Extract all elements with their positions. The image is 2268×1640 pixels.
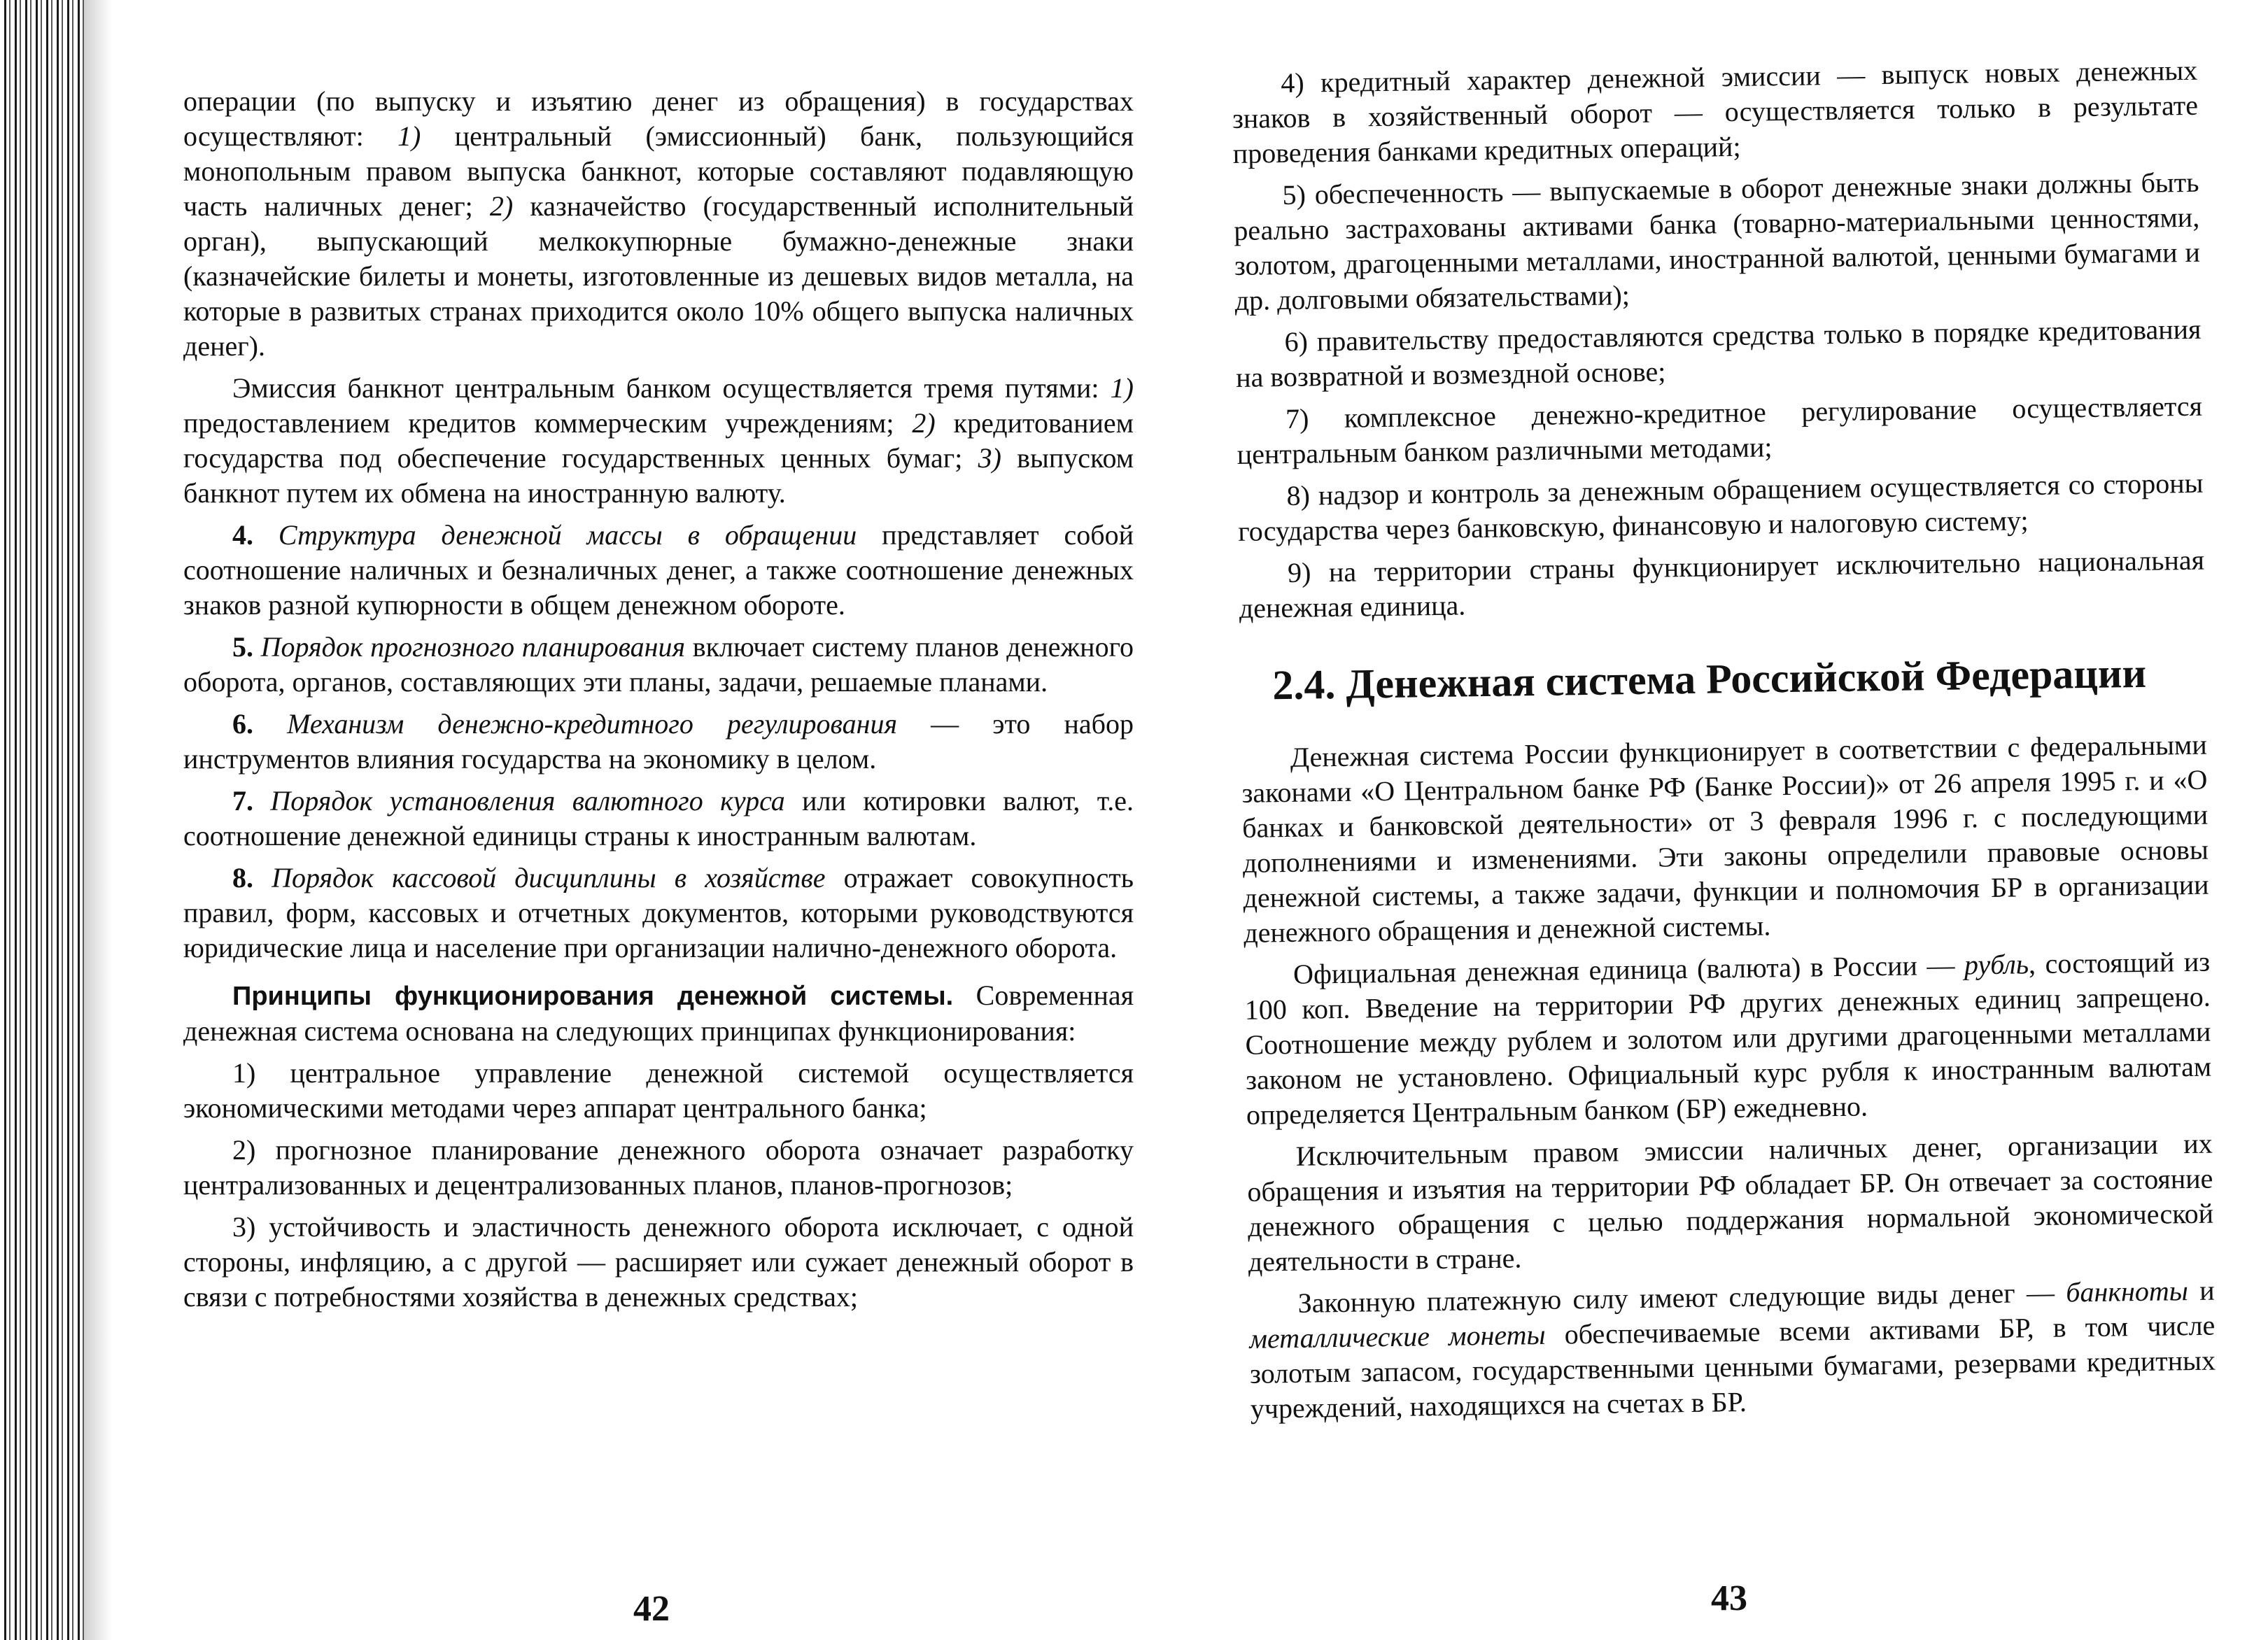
item-4: 4. Структура денежной массы в обращении представляет собой соотношение наличных и безналичных денег, а также соотношение денежных знаков разной купюрности в общем денежном обороте. <box>183 519 1134 621</box>
principle-2: 2) прогнозное планирование денежного оборота означает разработку централизованных и децентрализованных планов, планов-прогнозов; <box>183 1134 1134 1201</box>
principle-9: 9) на территории страны функционирует исключительно национальная денежная единица. <box>1239 544 2205 624</box>
principle-1: 1) центральное управление денежной системой осуществляется экономическими методами через аппарат центрального банка; <box>183 1057 1134 1124</box>
paragraph-laws: Денежная система России функционирует в соответствии с федеральными законами «О Центральном банке РФ (Банке России)» от 26 апреля 1995 г. и «О банках и банковской деятельности» от 3 февраля 1996 г. с последующими дополнениями и изменениями. Эти законы определили правовые основы денежной системы, а также задачи, функции и полномочия БР в организации денежного обращения и денежной системы. <box>1241 728 2209 949</box>
principles-intro: Принципы функционирования денежной системы. Современная денежная система основана на следующих принципах функционирования: <box>183 980 1134 1047</box>
binding-shadow <box>84 0 112 1640</box>
principle-3: 3) устойчивость и эластичность денежного оборота исключает, с одной стороны, инфляцию, а с другой — расширяет или сужает денежный оборот в связи с потребностями хозяйства в денежных средствах; <box>183 1211 1134 1313</box>
principle-4: 4) кредитный характер денежной эмиссии — выпуск новых денежных знаков в хозяйственный оборот — осуществляется только в результате проведения банками кредитных операций; <box>1232 54 2199 169</box>
item-7: 7. Порядок установления валютного курса или котировки валют, т.е. соотношение денежной единицы страны к иностранным валютам. <box>183 785 1134 851</box>
principles-heading: Принципы функционирования денежной системы. <box>232 982 954 1011</box>
book-binding-edge <box>0 0 84 1640</box>
principle-6: 6) правительству предоставляются средства только в порядке кредитования на возвратной и возмездной основе; <box>1235 313 2202 393</box>
page-number-left: 42 <box>633 1589 670 1629</box>
paragraph-legal-tender: Законную платежную силу имеют следующие виды денег — банкноты и металлические монеты обеспечиваемые всеми активами БР, в том числе золотым запасом, государственными ценными бумагами, резервами кредитных учреждений, находящихся на счетах в БР. <box>1249 1274 2216 1425</box>
page-number-right: 43 <box>1711 1578 1747 1618</box>
paragraph-issuers: операции (по выпуску и изъятию денег из обращения) в государствах осуществляют: 1) центральный (эмиссионный) банк, пользующийся монопольным правом выпуска банкнот, которые составляют подавляющую часть наличных денег; 2) казначейство (государственный исполнительный орган), выпускающий мелкокупюрные бумажно-денежные знаки (казначейские билеты и монеты, изготовленные из дешевых видов металла, на которые в развитых странах приходится около 10% общего выпуска наличных денег). <box>183 85 1134 362</box>
section-title: 2.4. Денежная система Российской Федерации <box>1272 649 2147 709</box>
paragraph-emission: Эмиссия банкнот центральным банком осуществляется тремя путями: 1) предоставлением кредитов коммерческим учреждениям; 2) кредитованием государства под обеспечение государственных ценных бумаг; 3) выпуском банкнот путем их обмена на иностранную валюту. <box>183 372 1134 509</box>
item-6: 6. Механизм денежно-кредитного регулирования — это набор инструментов влияния государства на экономику в целом. <box>183 708 1134 775</box>
principle-8: 8) надзор и контроль за денежным обращением осуществляется со стороны государства через банковскую, финансовую и налоговую систему; <box>1237 467 2204 547</box>
paragraph-currency: Официальная денежная единица (валюта) в России — рубль, состоящий из 100 коп. Введение на территории РФ других денежных единиц запрещено. Соотношение между рублем и золотом или другими драгоценными металлами законом не установлено. Официальный курс рубля к иностранным валютам определяется Центральным банком (БР) ежедневно. <box>1244 945 2212 1131</box>
item-8: 8. Порядок кассовой дисциплины в хозяйстве отражает совокупность правил, форм, кассовых и отчетных документов, которыми руководствуются юридические лица и население при организации налично-денежного оборота. <box>183 862 1134 963</box>
principle-7: 7) комплексное денежно-кредитное регулирование осуществляется центральным банком различными методами; <box>1237 390 2203 470</box>
paragraph-emission-rights: Исключительным правом эмиссии наличных денег, организации их обращения и изъятия на территории РФ обладает БР. Он отвечает за состояние денежного обращения с целью поддержания нормальной экономической деятельности в стране. <box>1247 1127 2214 1278</box>
principle-5: 5) обеспеченность — выпускаемые в оборот денежные знаки должны быть реально застрахованы активами банка (товарно-материальными ценностями, золотом, драгоценными металлами, иностранной валютой, ценными бумагами и др. долговыми обязательствами); <box>1233 166 2201 316</box>
item-5: 5. Порядок прогнозного планирования включает систему планов денежного оборота, органов, составляющих эти планы, задачи, решаемые планами. <box>183 631 1134 698</box>
right-page <box>1232 53 2216 1427</box>
left-page <box>183 84 1134 1315</box>
